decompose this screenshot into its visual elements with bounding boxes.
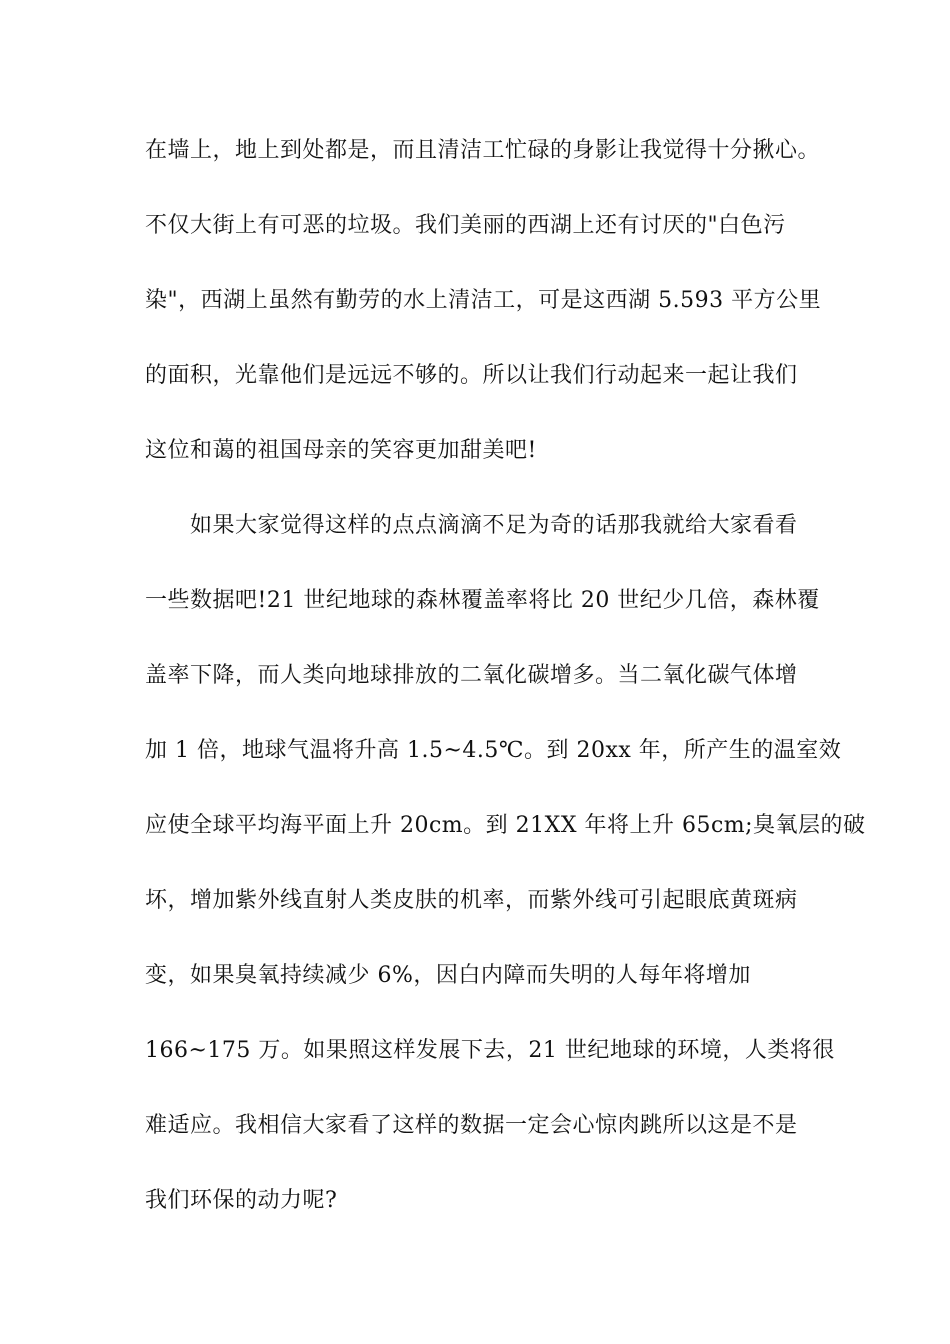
text-line: 难适应。我相信大家看了这样的数据一定会心惊肉跳所以这是不是 bbox=[145, 1113, 798, 1138]
text-line: 加 1 倍，地球气温将升高 1.5~4.5℃。到 20xx 年，所产生的温室效 bbox=[145, 738, 842, 763]
paragraph-first-line: 如果大家觉得这样的点点滴滴不足为奇的话那我就给大家看看 bbox=[190, 513, 798, 538]
text-line: 这位和蔼的祖国母亲的笑容更加甜美吧! bbox=[145, 438, 537, 463]
text-line: 盖率下降，而人类向地球排放的二氧化碳增多。当二氧化碳气体增 bbox=[145, 663, 798, 688]
text-line: 在墙上，地上到处都是，而且清洁工忙碌的身影让我觉得十分揪心。 bbox=[145, 138, 821, 163]
text-line: 坏，增加紫外线直射人类皮肤的机率，而紫外线可引起眼底黄斑病 bbox=[145, 888, 798, 913]
text-line: 变，如果臭氧持续减少 6%，因白内障而失明的人每年将增加 bbox=[145, 963, 751, 988]
text-line: 染"，西湖上虽然有勤劳的水上清洁工，可是这西湖 5.593 平方公里 bbox=[145, 288, 822, 313]
text-line: 166~175 万。如果照这样发展下去，21 世纪地球的环境，人类将很 bbox=[145, 1038, 835, 1063]
text-line: 我们环保的动力呢? bbox=[145, 1188, 338, 1213]
text-line: 应使全球平均海平面上升 20cm。到 21XX 年将上升 65cm;臭氧层的破 bbox=[145, 813, 866, 838]
text-line: 一些数据吧!21 世纪地球的森林覆盖率将比 20 世纪少几倍，森林覆 bbox=[145, 588, 820, 613]
text-line: 的面积，光靠他们是远远不够的。所以让我们行动起来一起让我们 bbox=[145, 363, 798, 388]
text-line: 不仅大街上有可恶的垃圾。我们美丽的西湖上还有讨厌的"白色污 bbox=[145, 213, 786, 238]
